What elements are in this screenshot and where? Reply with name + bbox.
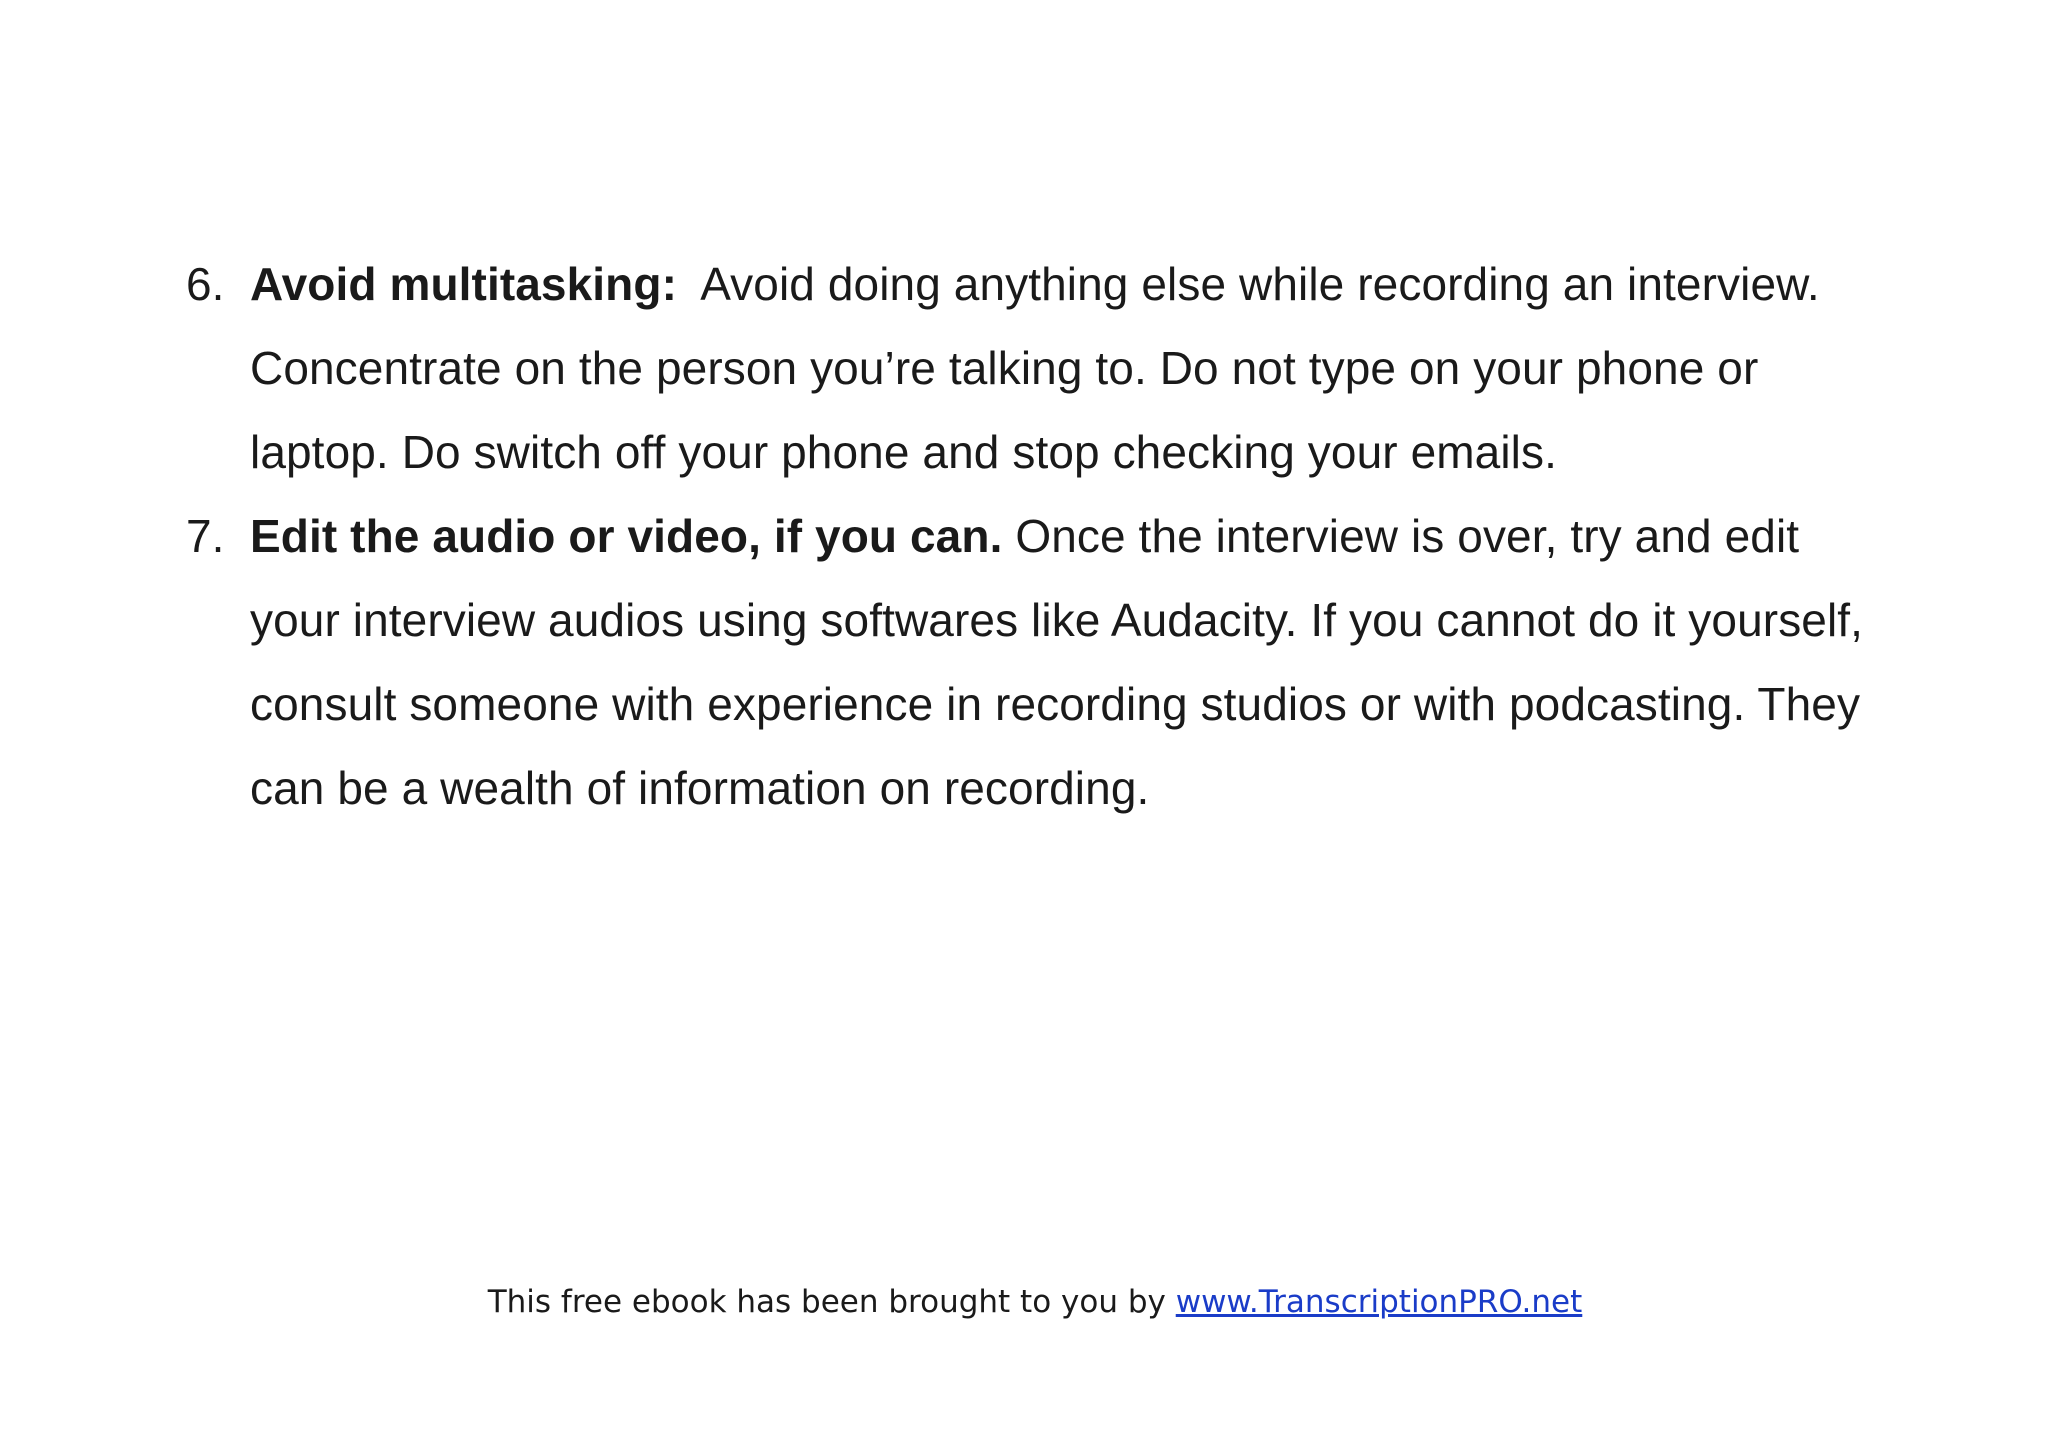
- list-item-text: Avoid doing anything else while recording an interview. Concentrate on the person you’re talking to. Do not type on your phone or laptop. Do switch off your phone and stop checking your emails.: [250, 258, 1833, 478]
- list-item-text: Once the interview is over, try and edit your interview audios using softwares like Audacity. If you cannot do it yourself, consult someone with experience in recording studios or with podcasting. They can be a wealth of information on recording.: [250, 510, 1876, 814]
- footer-link[interactable]: www.TranscriptionPRO.net: [1175, 1284, 1583, 1320]
- list-item-number: 7.: [186, 510, 225, 562]
- list-item-heading: Avoid multitasking:: [250, 258, 677, 310]
- list-item-number: 6.: [186, 258, 225, 310]
- numbered-list: [186, 242, 1886, 830]
- page-footer: [0, 1282, 2048, 1322]
- list-item-heading: Edit the audio or video, if you can.: [250, 510, 1003, 562]
- list-item-7: [186, 494, 1886, 830]
- footer-text: This free ebook has been brought to you by: [487, 1284, 1176, 1320]
- list-item-6: [186, 242, 1886, 494]
